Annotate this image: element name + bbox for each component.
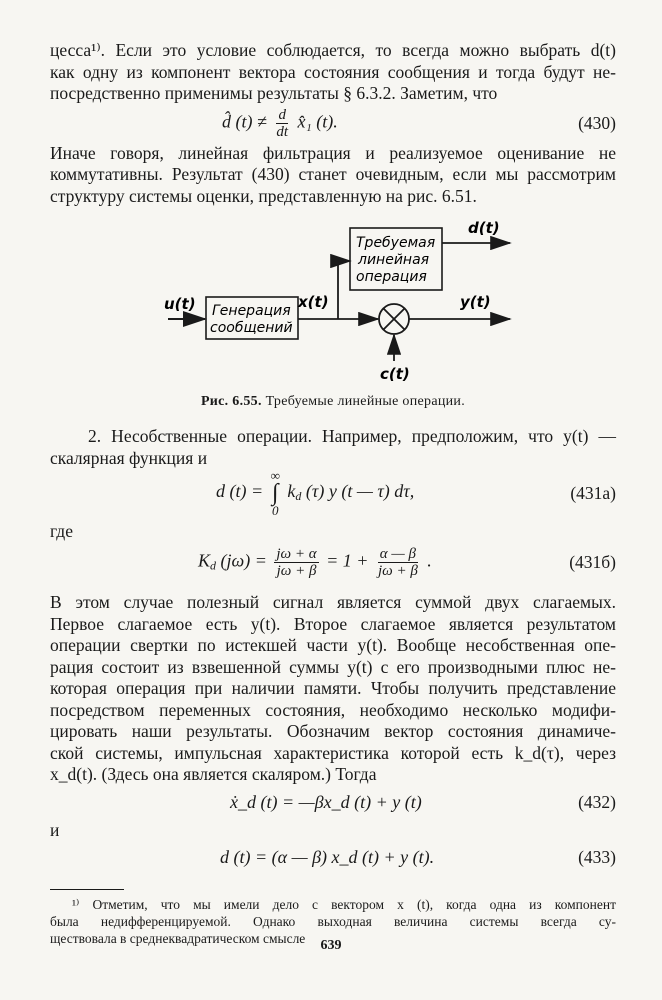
frac-numerator: α — β bbox=[379, 545, 416, 562]
equation-number: (431a) bbox=[570, 482, 616, 503]
footnote-line: была недифференцируемой. Однако выходная величина системы всегда су- bbox=[50, 913, 616, 929]
fraction-2 bbox=[376, 546, 420, 579]
equation-433 bbox=[50, 841, 616, 875]
text-line: цировать наши результаты. Обозначим вектор состояния динамиче- bbox=[50, 721, 616, 741]
text-line: цесса¹⁾. Если это условие соблюдается, то всегда можно выбрать d(t) bbox=[50, 40, 616, 60]
caption-text: Требуемые линейные операции. bbox=[265, 394, 466, 409]
box2-line3: операция bbox=[356, 269, 427, 285]
int-lower: 0 bbox=[272, 503, 279, 518]
c-label: c(t) bbox=[380, 365, 410, 383]
text-line: Первое слагаемое есть y(t). Второе слагаемое является результатом bbox=[50, 613, 616, 634]
text-line: посредством переменных состояния, необходимо несколько модифи- bbox=[50, 699, 616, 720]
text-line: x_d(t). (Здесь она является скаляром.) Тогда bbox=[50, 764, 377, 784]
box1-line1: Генерация bbox=[212, 303, 291, 319]
footnote-line: ществовала в среднеквадратическом смысле bbox=[50, 930, 306, 946]
equation-430 bbox=[50, 105, 616, 143]
paragraph-1 bbox=[50, 40, 616, 105]
y-label: y(t) bbox=[460, 293, 491, 311]
page-content bbox=[50, 40, 616, 947]
x-label: x(t) bbox=[298, 293, 329, 311]
paragraph-3 bbox=[50, 426, 616, 469]
equation-number: (433) bbox=[578, 847, 616, 867]
equation-431a bbox=[50, 469, 616, 517]
text-line: Иначе говоря, линейная фильтрация и реализуемое оценивание не bbox=[50, 142, 616, 163]
text-line: 2. Несобственные операции. Например, предположим, что y(t) — bbox=[88, 426, 616, 446]
text-line: рация состоит из взвешенной суммы y(t) с его производными плюс не- bbox=[50, 656, 616, 677]
text-line: посредственно применимы результаты § 6.3.2. Заметим, что bbox=[50, 83, 498, 103]
text-line: ской системы, импульсная характеристика которой есть k_d(τ), через bbox=[50, 742, 616, 763]
box1-line2: сообщений bbox=[210, 320, 293, 336]
frac-denominator: jω + β bbox=[377, 562, 418, 579]
derivative-fraction bbox=[274, 107, 290, 140]
eq-lhs: d̂ (t) ≠ bbox=[222, 111, 267, 132]
box2-line2: линейная bbox=[358, 252, 430, 268]
caption-number: Рис. 6.55. bbox=[200, 394, 262, 409]
where-word: где bbox=[50, 521, 73, 541]
and-word: и bbox=[50, 819, 60, 840]
paragraph-4 bbox=[50, 592, 616, 786]
equation-number: (430) bbox=[578, 113, 616, 133]
box2-line1: Требуемая bbox=[356, 235, 436, 251]
branch-arrow bbox=[338, 261, 350, 319]
eq-sub: d bbox=[210, 558, 217, 573]
block-diagram bbox=[50, 213, 616, 388]
eq-lhs: d (t) = bbox=[216, 481, 264, 502]
equation-number: (432) bbox=[578, 792, 616, 812]
text-line: структуру системы оценки, представленную на рис. 6.51. bbox=[50, 185, 477, 206]
eq-rhs: x̂₁ (t). bbox=[297, 111, 338, 132]
equation-432 bbox=[50, 786, 616, 820]
footnote-divider bbox=[50, 889, 124, 890]
frac-numerator: d bbox=[278, 107, 286, 123]
eq-end: . bbox=[427, 550, 432, 571]
text-line: коммутативны. Результат (430) станет очевидным, если мы рассмотрим bbox=[50, 164, 616, 184]
footnote-line: ¹⁾ Отметим, что мы имели дело с вектором x (t), когда одна из компонент bbox=[72, 896, 616, 912]
eq-lhs: K bbox=[198, 550, 211, 571]
equation-431b bbox=[50, 542, 616, 582]
frac-denominator: dt bbox=[276, 124, 289, 140]
text-line: В этом случае полезный сигнал является суммой двух слагаемых. bbox=[50, 592, 616, 612]
eq-text: ẋ_d (t) = —βx_d (t) + y (t) bbox=[230, 792, 422, 812]
text-line: как одну из компонент вектора состояния сообщения и тогда будут не- bbox=[50, 61, 616, 82]
paragraph-2 bbox=[50, 143, 616, 208]
eq-arg: (jω) = bbox=[216, 550, 267, 571]
d-label: d(t) bbox=[468, 219, 500, 237]
fraction-1 bbox=[274, 546, 318, 579]
equation-number: (431б) bbox=[569, 551, 616, 572]
eq-sub: d bbox=[295, 489, 302, 504]
eq-rest: (τ) y (t — τ) dτ, bbox=[301, 481, 415, 502]
integral-sign: ∞ ∫ 0 bbox=[270, 468, 280, 518]
figure-6-55 bbox=[50, 213, 616, 398]
int-upper: ∞ bbox=[270, 468, 280, 483]
text-line: операции свертки по истекшей части y(t). Вообще несобственная опе- bbox=[50, 635, 616, 655]
text-line: скалярная функция и bbox=[50, 447, 208, 468]
page-number: 639 bbox=[320, 938, 342, 953]
frac-numerator: jω + α bbox=[276, 545, 317, 562]
eq-mid: = 1 + bbox=[326, 550, 369, 571]
eq-body: k bbox=[287, 481, 296, 502]
eq-text: d (t) = (α — β) x_d (t) + y (t). bbox=[220, 847, 435, 867]
input-label: u(t) bbox=[164, 295, 196, 313]
text-line: которая операция при наличии памяти. Чтобы получить представление bbox=[50, 678, 616, 698]
frac-denominator: jω + β bbox=[276, 562, 317, 579]
